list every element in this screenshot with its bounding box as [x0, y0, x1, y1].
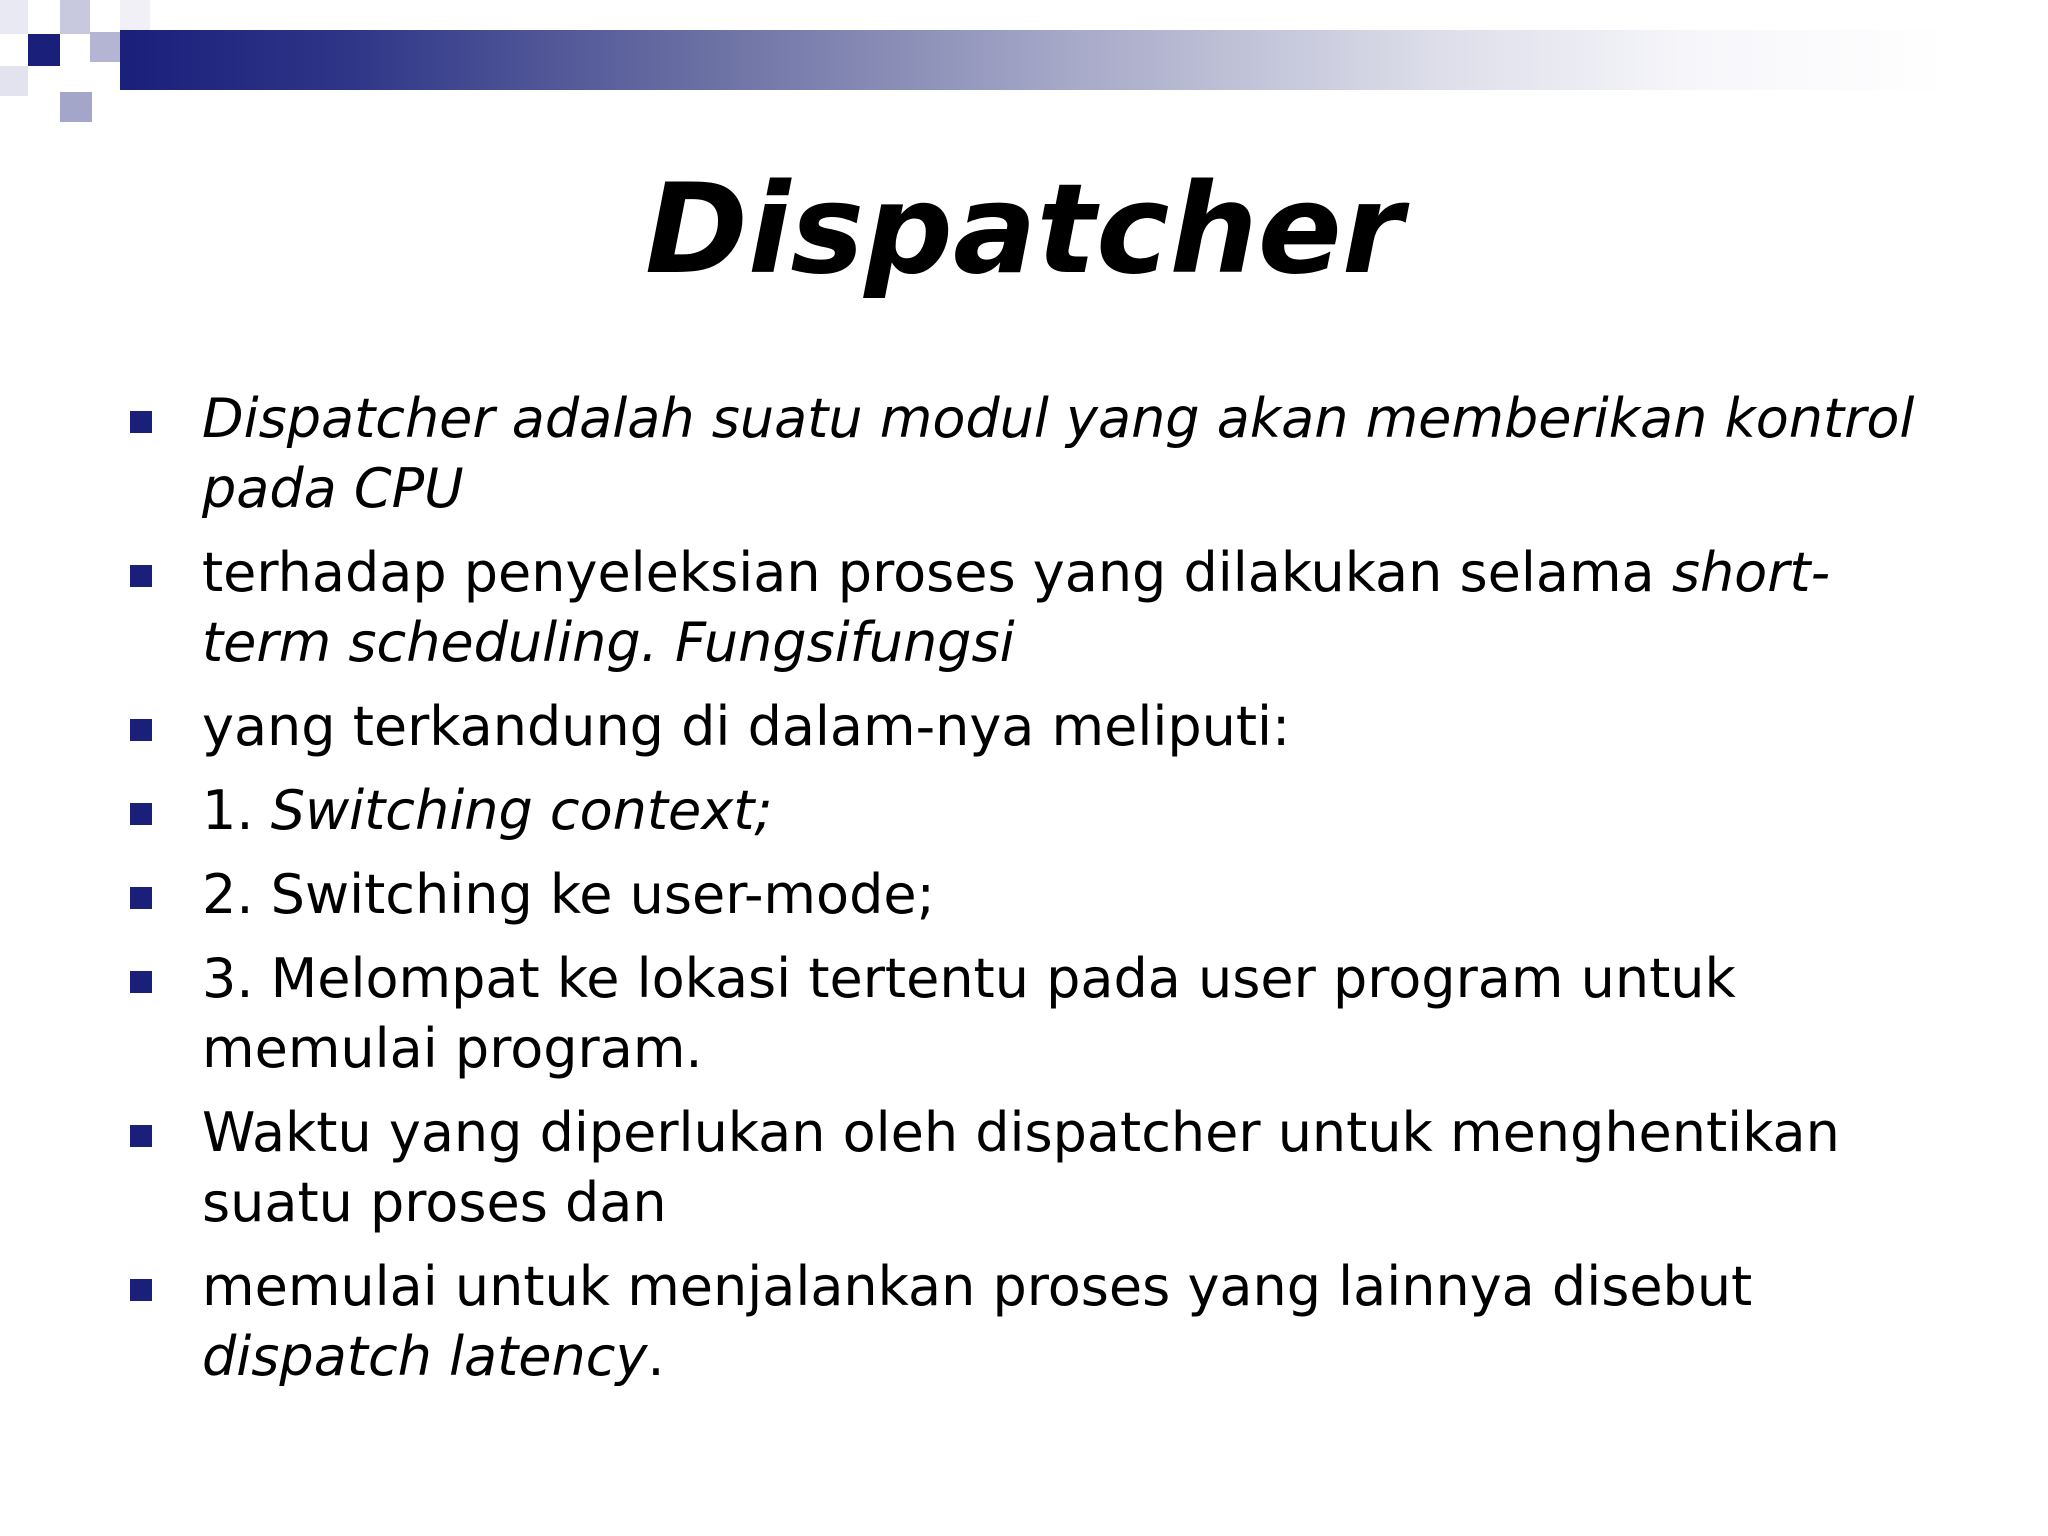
- bullet-text: 3. Melompat ke lokasi tertentu pada user program untuk memulai program.: [202, 947, 1736, 1080]
- decorative-square: [0, 66, 28, 96]
- bullet-text: terhadap penyeleksian proses yang dilakukan selama: [202, 541, 1672, 604]
- decorative-square: [60, 92, 92, 122]
- bullet-item: [118, 1098, 1918, 1238]
- decorative-square-navy: [28, 34, 60, 66]
- bullet-text: Waktu yang diperlukan oleh dispatcher untuk menghentikan suatu proses dan: [202, 1101, 1840, 1234]
- bullet-text: 2. Switching ke user-mode;: [202, 863, 935, 926]
- bullet-item: [118, 692, 1918, 762]
- bullet-item: [118, 384, 1918, 524]
- bullet-item: [118, 776, 1918, 846]
- square-bullet-icon: [130, 971, 152, 993]
- decorative-square: [120, 0, 150, 30]
- decorative-square: [90, 32, 120, 62]
- bullet-text: .: [647, 1325, 665, 1388]
- bullet-text-emphasis: Switching context;: [270, 779, 773, 842]
- decorative-square: [0, 0, 28, 34]
- square-bullet-icon: [130, 887, 152, 909]
- slide-title: Dispatcher: [645, 158, 1403, 302]
- square-bullet-icon: [130, 1279, 152, 1301]
- square-bullet-icon: [130, 719, 152, 741]
- bullet-text: 1.: [202, 779, 271, 842]
- bullet-text: memulai untuk menjalankan proses yang lainnya disebut: [202, 1255, 1753, 1318]
- decorative-square: [60, 0, 90, 34]
- bullet-list: [118, 384, 1918, 1406]
- bullet-text: yang terkandung di dalam-nya meliputi:: [202, 695, 1291, 758]
- bullet-item: [118, 860, 1918, 930]
- square-bullet-icon: [130, 411, 152, 433]
- bullet-text: Dispatcher adalah suatu modul yang akan memberikan kontrol pada CPU: [202, 387, 1915, 520]
- bullet-item: [118, 944, 1918, 1084]
- bullet-item: [118, 538, 1918, 678]
- bullet-text-emphasis: short-term scheduling. Fungsifungsi: [202, 541, 1831, 674]
- bullet-text-emphasis: dispatch latency: [202, 1325, 648, 1388]
- square-bullet-icon: [130, 1125, 152, 1147]
- square-bullet-icon: [130, 803, 152, 825]
- bullet-item: [118, 1252, 1918, 1392]
- header-gradient-band: [120, 30, 2048, 90]
- square-bullet-icon: [130, 565, 152, 587]
